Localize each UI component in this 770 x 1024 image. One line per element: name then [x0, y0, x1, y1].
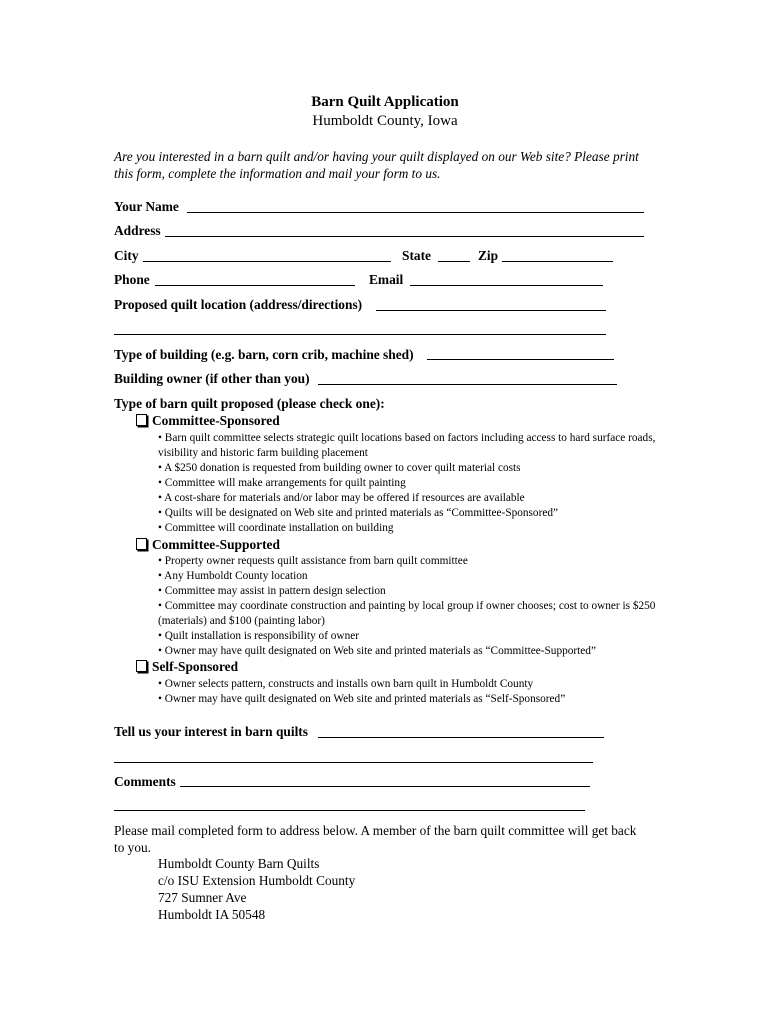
checkbox-icon[interactable]: [136, 660, 147, 672]
option-label: Committee-Sponsored: [152, 413, 280, 428]
city-line[interactable]: [143, 261, 391, 262]
option-1-bullets: [158, 431, 658, 536]
location-label: Proposed quilt location (address/directions): [114, 297, 363, 312]
page-title: Barn Quilt Application: [311, 94, 459, 110]
page-subtitle: Humboldt County, Iowa: [312, 113, 458, 129]
interest-label: Tell us your interest in barn quilts: [114, 724, 308, 739]
option-self-sponsored[interactable]: [136, 659, 238, 675]
phone-label: Phone: [114, 272, 150, 287]
address-line: c/o ISU Extension Humboldt County: [158, 873, 356, 888]
list-item: • Any Humboldt County location: [158, 570, 308, 582]
list-item: • Quilt installation is responsibility of owner: [158, 630, 360, 642]
option-label: Committee-Supported: [152, 537, 280, 552]
list-item: • Committee will coordinate installation on building: [158, 522, 394, 534]
address-line: Humboldt IA 50548: [158, 907, 266, 922]
option-3-bullets: [158, 677, 658, 707]
address-line: Humboldt County Barn Quilts: [158, 856, 320, 871]
zip-line[interactable]: [502, 261, 613, 262]
city-label: City: [114, 248, 139, 263]
interest-line-2[interactable]: [114, 762, 593, 763]
building-owner-line[interactable]: [318, 384, 617, 385]
list-item: • Owner may have quilt designated on Web site and printed materials as “Self-Sponsored”: [158, 693, 566, 705]
intro-text: Are you interested in a barn quilt and/or having your quilt displayed on our Web site? Please print this form, complete the information and mail your form to us.: [114, 149, 639, 181]
phone-line[interactable]: [155, 285, 355, 286]
location-line-2[interactable]: [114, 334, 606, 335]
option-label: Self-Sponsored: [152, 659, 239, 674]
list-item: • Owner selects pattern, constructs and installs own barn quilt in Humboldt County: [158, 678, 534, 690]
checkbox-icon[interactable]: [136, 414, 147, 426]
list-item: • A cost-share for materials and/or labor may be offered if resources are available: [158, 492, 525, 504]
email-label: Email: [369, 272, 404, 287]
comments-line-2[interactable]: [114, 810, 585, 811]
comments-label: Comments: [114, 774, 176, 789]
list-item: • Owner may have quilt designated on Web site and printed materials as “Committee-Supported”: [158, 645, 596, 657]
name-line[interactable]: [187, 212, 644, 213]
building-type-line[interactable]: [427, 359, 614, 360]
state-line[interactable]: [438, 261, 470, 262]
closing-text: Please mail completed form to address below. A member of the barn quilt committee will get back to you.: [114, 823, 637, 855]
state-label: State: [402, 248, 432, 263]
list-item: • Committee may assist in pattern design selection: [158, 585, 386, 597]
name-label: Your Name: [114, 199, 179, 214]
location-line-1[interactable]: [376, 310, 606, 311]
comments-line-1[interactable]: [180, 786, 590, 787]
interest-line-1[interactable]: [318, 737, 604, 738]
building-owner-label: Building owner (if other than you): [114, 371, 310, 386]
building-type-label: Type of building (e.g. barn, corn crib, machine shed): [114, 347, 414, 362]
list-item: • Committee will make arrangements for quilt painting: [158, 477, 406, 489]
zip-label: Zip: [478, 248, 499, 263]
option-committee-supported[interactable]: [136, 537, 280, 553]
checkbox-icon[interactable]: [136, 538, 147, 550]
list-item: • Barn quilt committee selects strategic quilt locations based on factors including access to hard surface roads, visibility and historic farm building placement: [158, 432, 656, 459]
address-line: 727 Sumner Ave: [158, 890, 247, 905]
address-line[interactable]: [165, 236, 644, 237]
list-item: • Quilts will be designated on Web site and printed materials as “Committee-Sponsored”: [158, 507, 559, 519]
mailing-address: [158, 855, 355, 923]
email-line[interactable]: [410, 285, 603, 286]
address-label: Address: [114, 223, 161, 238]
list-item: • Property owner requests quilt assistance from barn quilt committee: [158, 555, 468, 567]
option-committee-sponsored[interactable]: [136, 413, 280, 429]
quilt-type-label: Type of barn quilt proposed (please check one):: [114, 396, 385, 411]
list-item: • Committee may coordinate construction and painting by local group if owner chooses; cost to owner is $250 (materials) and $100 (painting labor): [158, 600, 656, 627]
option-2-bullets: [158, 554, 658, 659]
list-item: • A $250 donation is requested from building owner to cover quilt material costs: [158, 462, 521, 474]
